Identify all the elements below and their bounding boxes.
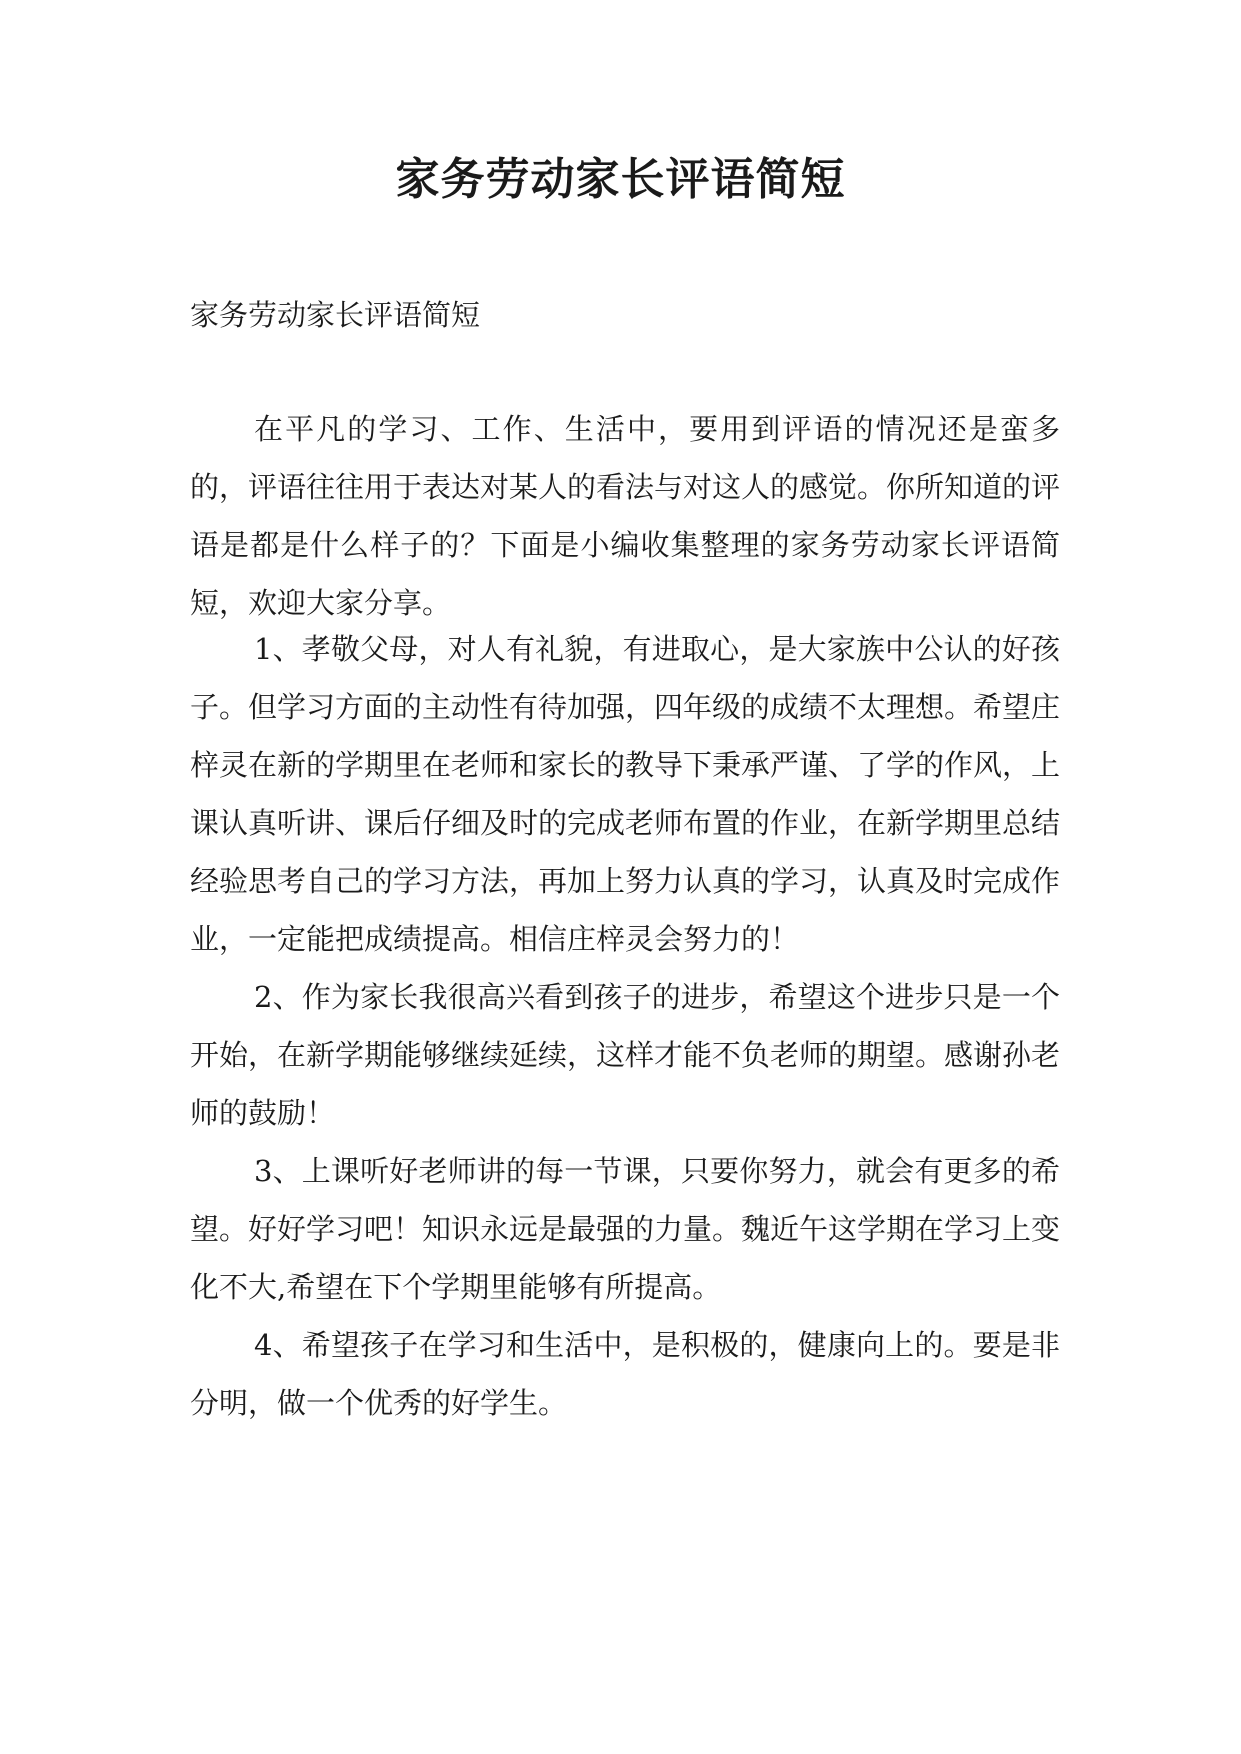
comment-item-4: 4、希望孩子在学习和生活中，是积极的，健康向上的。要是非分明，做一个优秀的好学生。 (190, 1328, 1060, 1420)
comment-item-2: 2、作为家长我很高兴看到孩子的进步，希望这个进步只是一个开始，在新学期能够继续延续，这样才能不负老师的期望。感谢孙老师的鼓励！ (190, 980, 1061, 1130)
document-title: 家务劳动家长评语简短 (395, 154, 846, 205)
intro-paragraph: 在平凡的学习、工作、生活中，要用到评语的情况还是蛮多的，评语往往用于表达对某人的看法与对这人的感觉。你所知道的评语是都是什么样子的？下面是小编收集整理的家务劳动家长评语简短，欢迎大家分享。 (190, 412, 1061, 620)
comment-item-1: 1、孝敬父母，对人有礼貌，有进取心，是大家族中公认的好孩子。但学习方面的主动性有待加强，四年级的成绩不太理想。希望庄梓灵在新的学期里在老师和家长的教导下秉承严谨、了学的作风，上课认真听讲、课后仔细及时的完成老师布置的作业，在新学期里总结经验思考自己的学习方法，再加上努力认真的学习，认真及时完成作业，一定能把成绩提高。相信庄梓灵会努力的！ (190, 632, 1061, 956)
document-subtitle: 家务劳动家长评语简短 (190, 298, 481, 332)
intro-block (190, 400, 1060, 632)
comment-item-3: 3、上课听好老师讲的每一节课，只要你努力，就会有更多的希望。好好学习吧！知识永远是最强的力量。魏近午这学期在学习上变化不大,希望在下个学期里能够有所提高。 (190, 1154, 1061, 1304)
comments-block (190, 620, 1060, 1432)
